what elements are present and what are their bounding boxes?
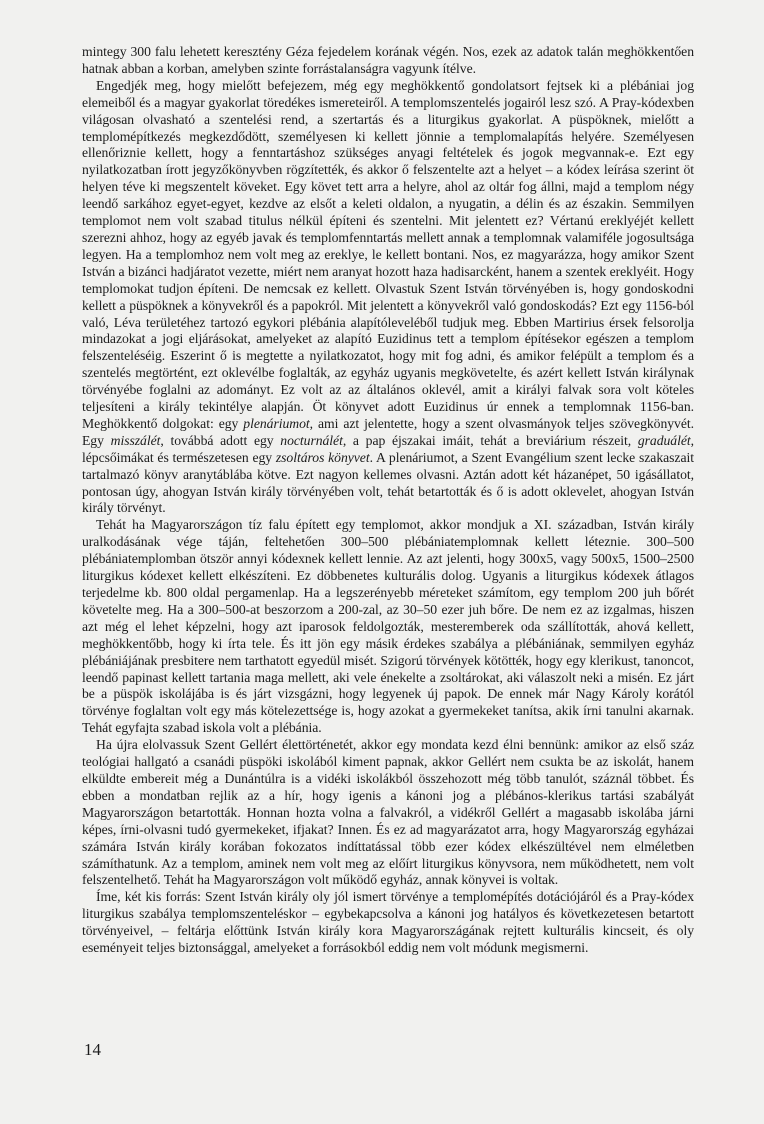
- page-number: 14: [84, 1040, 101, 1059]
- paragraph: Ha újra elolvassuk Szent Gellért élettörténetét, akkor egy mondata kezd élni bennünk: amikor az első száz teológiai hallgató a csanádi püspöki iskolából kiment papnak, akkor Gellért nem csukta be az iskolát, hanem elküldte embereit még a Dunántúlra is a vidéki iskolákból összehozott még több tanulót, száznál többet. És ebben a mondatban rejlik az a hír, hogy igenis a kánoni jog a plébános-klerikus tartási szabályát Magyarországon betartották. Honnan hozta volna a falvakról, a vidékről Gellért a magasabb iskolába járni képes, írni-olvasni tudó gyermekeket, ifjakat? Innen. És ez ad magyarázatot arra, hogy Magyarország egyházai számára István király korában fokozatos indíttatással több ezer kódex elkészültével nem elméletben számíthatunk. Az a templom, aminek nem volt meg az előírt liturgikus könyvsora, nem működhetett, nem volt felszentelhető. Tehát ha Magyarországon volt működő egyház, annak könyvei is voltak.: [82, 737, 694, 888]
- italic-term: zsoltáros könyvet: [275, 449, 370, 465]
- italic-term: nocturnálét: [280, 432, 343, 448]
- paragraph: Tehát ha Magyarországon tíz falu épített egy templomot, akkor mondjuk a XI. században, István király uralkodásának vége táján, feltehetően 300–500 plébániatemplomnak kellett léteznie. 300–500 plébániatemplomban ötször annyi kódexnek kellett lennie. Az azt jelenti, hogy 300x5, vagy 500x5, 1500–2500 liturgikus kódexet kellett elkészíteni. Ez döbbenetes kulturális dolog. Ugyanis a liturgikus kódexek átlagos terjedelme kb. 800 oldal pergamenlap. Ha a legszerényebb méreteket számítom, egy templom 200 juh bőrét követelte meg. Ha a 300–500-at beszorzom a 200-zal, az 30–50 ezer juh bőre. De nem ez az izgalmas, hiszen azt még el lehet képzelni, hogy azt iparosok feldolgozták, mesteremberek oda szállították, ahová kellett, meghökkentőbb, hogy ki írta tele. És itt jön egy másik érdekes szabálya a plébániának, semmilyen egyház plébániájának presbitere nem tarthatott egyedül misét. Szigorú törvények kötötték, hogy egy klerikust, tanoncot, leendő papinast kellett tartania maga mellett, aki vele énekelte a zsoltárokat, aki válaszolt neki a misén. Ez járt be a püspök iskolájába is és járt vizsgázni, hogy legyenek új papok. De ennek már Nagy Károly korától törvénye foglaltan volt egy más kötelezettsége is, hogy azokat a gyermekeket tanítsa, akik írni tanulni akarnak. Tehát egyfajta szabad iskola volt a plébánia.: [82, 517, 694, 736]
- italic-term: misszálét: [110, 432, 161, 448]
- italic-term: plenáriumot: [243, 415, 310, 431]
- paragraph: Íme, két kis forrás: Szent István király oly jól ismert törvénye a templomépítés dotációjáról és a Pray-kódex liturgikus szabálya templomszenteléskor – egybekapcsolva a kánoni jog hatályos és következetesen betartott törvényeivel, – feltárja előttünk István király kora Magyarországának rejtett kulturális kincseit, és oly eseményeit teljes biztonsággal, amelyeket a forrásokból eddig nem volt módunk megismerni.: [82, 889, 694, 956]
- body-text: [82, 44, 694, 957]
- italic-term: graduálét: [637, 432, 691, 448]
- paragraph: Engedjék meg, hogy mielőtt befejezem, még egy meghökkentő gondolatsort fejtsek ki a plébániai jog elemeiből és a magyar gyakorlat töredékes ismereteiről. A templomszentelés jogairól lesz szó. A Pray-kódexben világosan olvasható a szentelési rend, a szertartás és a liturgikus gyakorlat. A püspöknek, mielőtt a templomépítkezés megkezdődött, személyesen ki kellett jönnie a templomalapítás helyére. Személyesen ellenőriznie kellett, hogy a fenntartáshoz szükséges anyagi feltételek és jogok megvannak-e. Ezt egy nyilatkozatban írott jegyzőkönyvben rögzítették, és akkor ő felszentelte azt a helyet – a kódex leírása szerint öt helyen téve ki megszentelt köveket. Egy követ tett arra a helyre, ahol az oltár fog állni, majd a templom négy leendő sarkához egyet-egyet, kezdve az elsőt a keleti oldalon, a nyugatin, a délin és az északin. Semmilyen templomot nem volt szabad titulus nélkül építeni és szentelni. Mit jelentett ez? Vértanú ereklyéjét kellett szerezni ahhoz, hogy az egyéb javak és templomfenntartás mellett annak a templomnak valamiféle jogosultsága legyen. Ha a templomhoz nem volt meg az ereklye, le kellett bontani. Nos, ez magyarázza, hogy amikor Szent István a bizánci hadjáratot vezette, miért nem aranyat hozott haza hadisarcként, hanem a szentek ereklyéit. Hogy templomokat tudjon építeni. De nemcsak ez kellett. Olvastuk Szent István törvényében is, hogy gondoskodni kellett a püspöknek a könyvekről és a papokról. Mit jelentett a könyvekről való gondoskodás? Ezt egy 1156-ból való, Léva területéhez tartozó egykori plébánia alapítóleveléből tudjuk meg. Ebben Martirius érsek felsorolja mindazokat a jogi eljárásokat, amelyeket az alapító Euzidinus tett a templom építésekor egészen a templom felszenteléséig. Eszerint ő is megtette a nyilatkozatot, hogy mit fog adni, és amikor felépült a templom és a szentelés megtörtént, ezt oklevélbe foglalták, az egyház ugyanis megkövetelte, és azért kellett István királynak törvényébe foglalni az adományt. Ez volt az az általános oklevél, amit a királyi falvak sora volt köteles teljesíteni a király tekintélye alapján. Öt könyvet adott Euzidinus úr ennek a templomnak 1156-ban. Meghökkentő dolgokat: egy plenáriumot, ami azt jelentette, hogy a szent olvasmányok teljes szövegkönyvét. Egy misszálét, továbbá adott egy nocturnálét, a pap éjszakai imáit, tehát a breviárium részeit, graduálét, lépcsőimákat és természetesen egy zsoltáros könyvet. A plenáriumot, a Szent Evangélium szent lecke szakaszait tartalmazó könyv aranytáblába kötve. Ezt nagyon kellemes olvasni. Aztán adott két házanépet, 50 igásállatot, pontosan úgy, ahogyan István király törvényében volt, tehát betartották és ő is adott oklevelet, ahogyan István király törvényt.: [82, 77, 694, 516]
- paragraph: mintegy 300 falu lehetett keresztény Géza fejedelem korának végén. Nos, ezek az adatok talán meghökkentően hatnak abban a korban, amelyben szinte forrástalanságra vagyunk ítélve.: [82, 44, 694, 76]
